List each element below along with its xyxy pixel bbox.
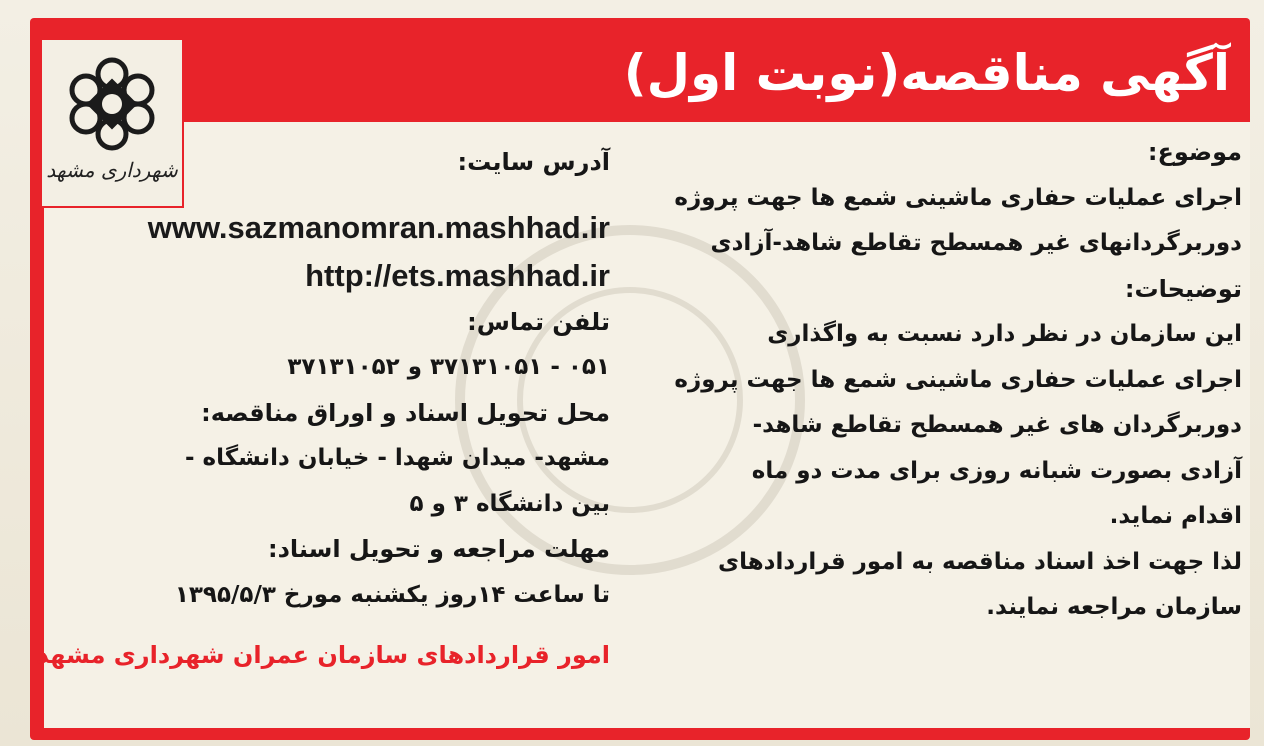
description-line: دوربرگردان های غیر همسطح تقاطع شاهد-	[752, 412, 1242, 438]
description-line: اجرای عملیات حفاری ماشینی شمع ها جهت پروژه	[674, 366, 1242, 393]
deadline-text: تا ساعت ۱۴روز یکشنبه مورخ ۱۳۹۵/۵/۳	[174, 581, 610, 608]
phone-numbers: ۰۵۱ - ۳۷۱۳۱۰۵۱ و ۳۷۱۳۱۰۵۲	[287, 354, 610, 380]
subject-heading: موضوع:	[1147, 138, 1242, 166]
logo-caption: شهرداری مشهد	[46, 158, 178, 182]
description-line: این سازمان در نظر دارد نسبت به واگذاری	[767, 321, 1242, 347]
website-link[interactable]: http://ets.mashhad.ir	[305, 257, 610, 293]
description-line: اقدام نماید.	[1109, 503, 1242, 529]
delivery-line: مشهد- میدان شهدا - خیابان دانشگاه -	[184, 445, 610, 471]
delivery-heading: محل تحویل اسناد و اوراق مناقصه:	[201, 398, 610, 427]
description-heading: توضیحات:	[1124, 274, 1242, 303]
subject-line: اجرای عملیات حفاری ماشینی شمع ها جهت پروژه	[674, 184, 1242, 211]
site-heading: آدرس سایت:	[457, 148, 610, 176]
description-line: آزادی بصورت شبانه روزی برای مدت دو ماه	[751, 457, 1242, 484]
delivery-line: بین دانشگاه ۳ و ۵	[409, 490, 610, 517]
subject-line: دوربرگردانهای غیر همسطح تقاطع شاهد-آزادی	[710, 230, 1242, 256]
announcement-text	[632, 130, 1242, 631]
ad-title: آگهی مناقصه(نوبت اول)	[623, 44, 1230, 102]
description-line: لذا جهت اخذ اسناد مناقصه به امور قراردادهای	[718, 548, 1242, 575]
issuer-footer: امور قراردادهای سازمان عمران شهرداری مشهد	[36, 641, 610, 669]
phone-heading: تلفن تماس:	[467, 307, 610, 336]
description-line: سازمان مراجعه نمایند.	[986, 594, 1242, 620]
deadline-heading: مهلت مراجعه و تحویل اسناد:	[268, 535, 610, 563]
website-link[interactable]: www.sazmanomran.mashhad.ir	[147, 209, 610, 245]
contact-info	[36, 140, 610, 678]
title-bar	[190, 40, 1240, 112]
